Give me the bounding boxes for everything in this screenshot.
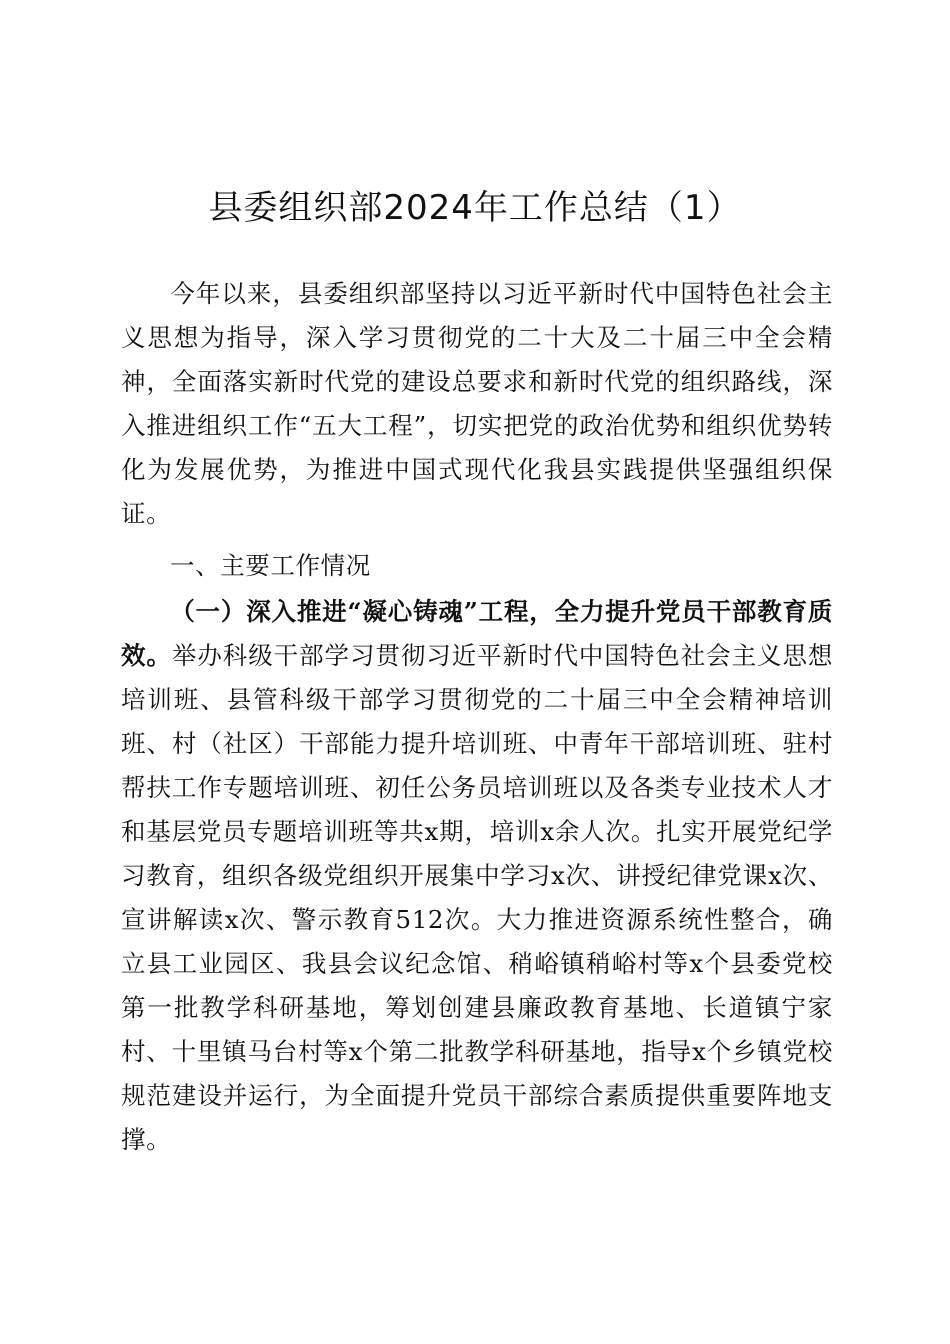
subsection-body: 举办科级干部学习贯彻习近平新时代中国特色社会主义思想培训班、县管科级干部学习贯彻党的二十届三中全会精神培训班、村（社区）干部能力提升培训班、中青年干部培训班、驻村帮扶工作专题培训班、初任公务员培训班以及各类专业技术人才和基层党员专题培训班等共x期，培训x余人次。扎实开展党纪学习教育，组织各级党组织开展集中学习x次、讲授纪律党课x次、宣讲解读x次、警示教育512次。大力推进资源系统性整合，确立县工业园区、我县会议纪念馆、稍峪镇稍峪村等x个县委党校第一批教学科研基地，筹划创建县廉政教育基地、长道镇宁家村、十里镇马台村等x个第二批教学科研基地，指导x个乡镇党校规范建设并运行，为全面提升党员干部综合素质提供重要阵地支撑。 bbox=[121, 641, 833, 1154]
subsection-paragraph bbox=[121, 590, 833, 1162]
intro-paragraph bbox=[121, 272, 833, 536]
intro-paragraph-text: 今年以来，县委组织部坚持以习近平新时代中国特色社会主义思想为指导，深入学习贯彻党的二十大及二十届三中全会精神，全面落实新时代党的建设总要求和新时代党的组织路线，深入推进组织工作“五大工程”，切实把党的政治优势和组织优势转化为发展优势，为推进中国式现代化我县实践提供坚强组织保证。 bbox=[121, 279, 833, 528]
section-heading: 一、主要工作情况 bbox=[170, 551, 371, 580]
document-title: 县委组织部2024年工作总结（1） bbox=[208, 188, 742, 228]
subsection-lead: （一）深入推进“凝心铸魂”工程，全力提升党员干部教育质效。 bbox=[121, 597, 833, 670]
